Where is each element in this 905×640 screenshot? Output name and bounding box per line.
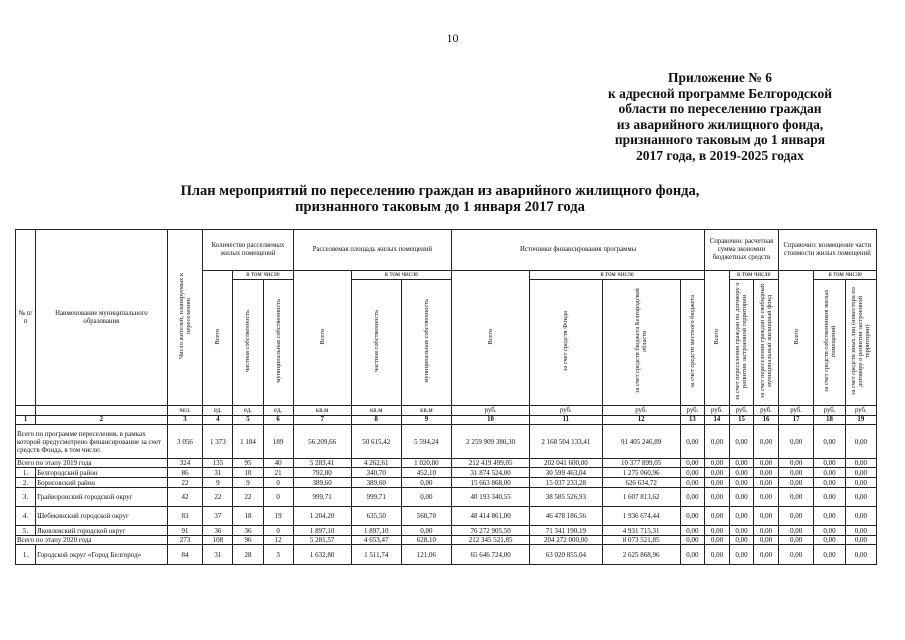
row-value: 0,00 xyxy=(705,507,730,526)
row-value: 12 xyxy=(263,536,293,545)
row-value: 1 204,20 xyxy=(293,507,351,526)
header-comp-a: за счет средств собственников жилых помещений xyxy=(814,280,845,406)
row-value: 0,00 xyxy=(680,459,705,468)
row-value: 135 xyxy=(203,459,233,468)
unit-cell: руб. xyxy=(530,406,602,416)
row-value: 9 xyxy=(203,478,233,488)
appendix-line: области по переселению граждан xyxy=(618,101,822,116)
header-in-that: в том числе xyxy=(351,271,451,280)
header-num: № п/п xyxy=(16,230,36,406)
row-value: 340,70 xyxy=(351,468,401,478)
row-value: 86 xyxy=(167,468,203,478)
row-value: 48 414 861,00 xyxy=(452,507,530,526)
row-value: 65 646 724,00 xyxy=(452,545,530,565)
row-value: 0,00 xyxy=(845,488,876,507)
row-value: 0,00 xyxy=(778,488,814,507)
row-num: 5. xyxy=(16,526,36,536)
column-number: 10 xyxy=(452,416,530,425)
row-value: 0,00 xyxy=(754,545,779,565)
header-comp-total: Всего xyxy=(778,271,814,406)
row-value: 2 625 868,96 xyxy=(602,545,680,565)
row-value: 95 xyxy=(233,459,263,468)
row-value: 3 056 xyxy=(167,425,203,459)
row-value: 4 262,61 xyxy=(351,459,401,468)
row-value: 0,00 xyxy=(754,478,779,488)
row-value: 568,70 xyxy=(401,507,451,526)
table-body xyxy=(16,425,877,565)
row-num: 1. xyxy=(16,545,36,565)
column-number: 18 xyxy=(814,416,845,425)
row-value: 31 xyxy=(203,468,233,478)
row-value: 0,00 xyxy=(845,459,876,468)
row-value: 0,00 xyxy=(705,459,730,468)
unit-cell xyxy=(16,406,36,416)
unit-cell: руб. xyxy=(680,406,705,416)
row-value: 36 xyxy=(233,526,263,536)
column-number: 14 xyxy=(705,416,730,425)
column-number: 9 xyxy=(401,416,451,425)
row-value: 0,00 xyxy=(778,536,814,545)
row-value: 10 xyxy=(233,468,263,478)
row-value: 0,00 xyxy=(778,425,814,459)
unit-cell: ед. xyxy=(233,406,263,416)
row-value: 2 259 909 380,30 xyxy=(452,425,530,459)
row-value: 0,00 xyxy=(845,425,876,459)
row-value: 1 020,80 xyxy=(401,459,451,468)
row-value: 0,00 xyxy=(729,488,754,507)
row-value: 0,00 xyxy=(705,488,730,507)
row-value: 40 xyxy=(263,459,293,468)
appendix-line: 2017 года, в 2019-2025 годах xyxy=(636,147,804,163)
row-value: 0,00 xyxy=(680,468,705,478)
row-value: 0,00 xyxy=(814,425,845,459)
row-value: 15 037 233,28 xyxy=(530,478,602,488)
row-value: 0,00 xyxy=(814,536,845,545)
row-value: 22 xyxy=(203,488,233,507)
unit-cell: руб. xyxy=(602,406,680,416)
row-value: 0,00 xyxy=(845,536,876,545)
column-number: 7 xyxy=(293,416,351,425)
row-value: 40 193 340,55 xyxy=(452,488,530,507)
row-value: 1 607 813,62 xyxy=(602,488,680,507)
header-area-municipal: муниципальная собственность xyxy=(401,280,451,406)
row-value: 8 073 521,85 xyxy=(602,536,680,545)
column-number: 19 xyxy=(845,416,876,425)
row-value: 21 xyxy=(263,468,293,478)
row-value: 0,00 xyxy=(845,507,876,526)
unit-cell: ед. xyxy=(203,406,233,416)
row-value: 1 275 060,96 xyxy=(602,468,680,478)
unit-cell: кв.м xyxy=(293,406,351,416)
row-name: Грайворонский городской округ xyxy=(36,488,168,507)
row-value: 0,00 xyxy=(401,488,451,507)
unit-cell: руб. xyxy=(729,406,754,416)
row-value: 212 345 521,85 xyxy=(452,536,530,545)
row-value: 0,00 xyxy=(705,536,730,545)
row-value: 3 xyxy=(263,545,293,565)
header-in-that: в том числе xyxy=(729,271,778,280)
row-value: 0,00 xyxy=(680,526,705,536)
row-num: 1. xyxy=(16,468,36,478)
row-value: 91 xyxy=(167,526,203,536)
row-value: 273 xyxy=(167,536,203,545)
row-value: 83 xyxy=(167,507,203,526)
row-value: 324 xyxy=(167,459,203,468)
row-value: 0,00 xyxy=(814,459,845,468)
row-value: 0,00 xyxy=(729,526,754,536)
row-value: 0,00 xyxy=(401,526,451,536)
row-value: 0,00 xyxy=(705,545,730,565)
unit-cell: чел. xyxy=(167,406,203,416)
unit-cell: кв.м xyxy=(401,406,451,416)
row-value: 0,00 xyxy=(754,459,779,468)
header-qty-private: частная собственность xyxy=(233,280,263,406)
column-number: 3 xyxy=(167,416,203,425)
row-num: 2. xyxy=(16,478,36,488)
unit-cell: руб. xyxy=(705,406,730,416)
row-value: 0,00 xyxy=(729,545,754,565)
row-value: 999,71 xyxy=(351,488,401,507)
header-area-private: частная собственность xyxy=(351,280,401,406)
row-name: Всего по этапу 2019 года xyxy=(16,459,168,468)
row-value: 204 272 000,00 xyxy=(530,536,602,545)
column-number: 16 xyxy=(754,416,779,425)
row-value: 5 594,24 xyxy=(401,425,451,459)
row-value: 46 478 186,56 xyxy=(530,507,602,526)
row-value: 0,00 xyxy=(814,478,845,488)
table-row xyxy=(16,526,877,536)
column-number: 5 xyxy=(233,416,263,425)
column-number: 1 xyxy=(16,416,36,425)
row-value: 1 936 674,44 xyxy=(602,507,680,526)
row-value: 9 xyxy=(233,478,263,488)
row-name: Всего по программе переселения, в рамках которой предусмотрено финансирование за счет средств Фонда, в том числе: xyxy=(16,425,168,459)
row-value: 1 511,74 xyxy=(351,545,401,565)
row-value: 1 184 xyxy=(233,425,263,459)
row-value: 71 341 190,19 xyxy=(530,526,602,536)
row-value: 84 xyxy=(167,545,203,565)
row-value: 0,00 xyxy=(729,459,754,468)
header-fin-total: Всего xyxy=(452,271,530,406)
row-value: 5 283,41 xyxy=(293,459,351,468)
row-value: 389,60 xyxy=(293,478,351,488)
row-value: 1 897,10 xyxy=(351,526,401,536)
row-value: 999,71 xyxy=(293,488,351,507)
row-value: 0,00 xyxy=(754,425,779,459)
row-name: Белгородский район xyxy=(36,468,168,478)
row-value: 0,00 xyxy=(680,507,705,526)
header-econ-group: Справочно: расчетная сумма экономии бюджетных средств xyxy=(705,230,779,271)
header-residents: Число жителей, планируемых к переселению xyxy=(167,230,203,406)
page-number: 10 xyxy=(446,31,459,45)
row-value: 0,00 xyxy=(845,545,876,565)
row-value: 1 632,80 xyxy=(293,545,351,565)
column-number: 13 xyxy=(680,416,705,425)
table-row xyxy=(16,468,877,478)
row-value: 389,60 xyxy=(351,478,401,488)
row-value: 121,06 xyxy=(401,545,451,565)
header-econ-a: за счет переселения граждан по договору о развитии застроенной территории xyxy=(729,280,754,406)
row-value: 37 xyxy=(203,507,233,526)
row-value: 10 377 899,05 xyxy=(602,459,680,468)
row-value: 452,10 xyxy=(401,468,451,478)
row-value: 189 xyxy=(263,425,293,459)
row-value: 38 585 526,93 xyxy=(530,488,602,507)
header-area-group: Расселяемая площадь жилых помещений xyxy=(293,230,451,271)
row-num: 3. xyxy=(16,488,36,507)
row-name: Шебекинский городской округ xyxy=(36,507,168,526)
row-value: 0,00 xyxy=(705,478,730,488)
table-row xyxy=(16,478,877,488)
row-value: 0 xyxy=(263,478,293,488)
header-fin-group: Источники финансирования программы xyxy=(452,230,705,271)
row-value: 0 xyxy=(263,488,293,507)
row-name: Яковлевский городской округ xyxy=(36,526,168,536)
row-value: 1 373 xyxy=(203,425,233,459)
table-row xyxy=(16,536,877,545)
header-econ-b: за счет переселения граждан в свободный муниципальный жилищный фонд xyxy=(754,280,779,406)
header-regional: за счет средств бюджета Белгородской области xyxy=(602,280,680,406)
header-econ-total: Всего xyxy=(705,271,730,406)
row-value: 1 897,10 xyxy=(293,526,351,536)
row-value: 0,00 xyxy=(705,425,730,459)
row-value: 36 xyxy=(203,526,233,536)
column-number: 6 xyxy=(263,416,293,425)
row-value: 30 599 463,04 xyxy=(530,468,602,478)
row-value: 108 xyxy=(203,536,233,545)
column-number: 11 xyxy=(530,416,602,425)
column-number: 2 xyxy=(36,416,168,425)
row-value: 0,00 xyxy=(729,478,754,488)
row-value: 0,00 xyxy=(705,468,730,478)
row-num: 4. xyxy=(16,507,36,526)
row-value: 792,80 xyxy=(293,468,351,478)
row-value: 0,00 xyxy=(778,545,814,565)
row-value: 22 xyxy=(167,478,203,488)
row-value: 0,00 xyxy=(814,507,845,526)
row-value: 96 xyxy=(233,536,263,545)
row-value: 0,00 xyxy=(778,507,814,526)
appendix-line: к адресной программе Белгородской xyxy=(607,85,833,101)
table-row xyxy=(16,545,877,565)
row-value: 0,00 xyxy=(729,425,754,459)
header-local: за счет средств местного бюджета xyxy=(680,280,705,406)
row-value: 4 931 715,31 xyxy=(602,526,680,536)
row-value: 63 020 855,04 xyxy=(530,545,602,565)
header-in-that: в том числе xyxy=(814,271,877,280)
row-value: 0,00 xyxy=(401,478,451,488)
row-value: 0,00 xyxy=(778,459,814,468)
row-name: Борисовский район xyxy=(36,478,168,488)
row-value: 0,00 xyxy=(754,507,779,526)
row-value: 0,00 xyxy=(680,488,705,507)
unit-cell: руб. xyxy=(754,406,779,416)
row-name: Всего по этапу 2020 года xyxy=(16,536,168,545)
row-value: 18 xyxy=(233,507,263,526)
row-value: 0,00 xyxy=(729,536,754,545)
header-qty-municipal: муниципальная собственность xyxy=(263,280,293,406)
header-fund: за счет средств Фонда xyxy=(530,280,602,406)
row-value: 91 405 246,89 xyxy=(602,425,680,459)
resettlement-plan-table xyxy=(15,229,877,565)
row-value: 22 xyxy=(233,488,263,507)
row-value: 0,00 xyxy=(845,478,876,488)
row-value: 0,00 xyxy=(845,526,876,536)
table-row xyxy=(16,507,877,526)
unit-cell: руб. xyxy=(452,406,530,416)
title-line: признанного таковым до 1 января 2017 года xyxy=(295,199,585,215)
row-value: 0,00 xyxy=(754,468,779,478)
row-value: 50 615,42 xyxy=(351,425,401,459)
header-area-total: Всего xyxy=(293,271,351,406)
row-value: 0,00 xyxy=(814,468,845,478)
row-value: 0,00 xyxy=(680,478,705,488)
unit-cell: кв.м xyxy=(351,406,401,416)
header-in-that: в том числе xyxy=(530,271,705,280)
row-value: 28 xyxy=(233,545,263,565)
row-value: 0,00 xyxy=(754,488,779,507)
appendix-line: признанного таковым до 1 января xyxy=(614,132,826,147)
row-value: 42 xyxy=(167,488,203,507)
row-value: 0,00 xyxy=(814,545,845,565)
unit-cell: руб. xyxy=(778,406,814,416)
row-value: 0,00 xyxy=(729,468,754,478)
table-row xyxy=(16,459,877,468)
row-value: 0,00 xyxy=(680,425,705,459)
row-value: 0,00 xyxy=(754,536,779,545)
row-value: 626 634,72 xyxy=(602,478,680,488)
column-number: 4 xyxy=(203,416,233,425)
row-value: 0 xyxy=(263,526,293,536)
appendix-caption xyxy=(560,70,880,163)
unit-cell: ед. xyxy=(263,406,293,416)
row-value: 212 419 499,05 xyxy=(452,459,530,468)
row-value: 0,00 xyxy=(778,478,814,488)
header-name: Наименование муниципального образования xyxy=(36,230,168,406)
column-number: 17 xyxy=(778,416,814,425)
row-value: 628,10 xyxy=(401,536,451,545)
row-value: 15 663 868,00 xyxy=(452,478,530,488)
row-value: 0,00 xyxy=(778,526,814,536)
appendix-line: Приложение № 6 xyxy=(668,70,772,85)
header-comp-group: Справочно: возмещение части стоимости жилых помещений xyxy=(778,230,876,271)
header-qty-group: Количество расселяемых жилых помещений xyxy=(203,230,293,271)
header-qty-total: Всего xyxy=(203,271,233,406)
column-number: 15 xyxy=(729,416,754,425)
table-row xyxy=(16,488,877,507)
row-value: 19 xyxy=(263,507,293,526)
row-value: 0,00 xyxy=(705,526,730,536)
column-number: 12 xyxy=(602,416,680,425)
header-comp-b: за счет средств иных лиц (инвестора по договору о развитии застроенной территории) xyxy=(845,280,876,406)
row-value: 0,00 xyxy=(814,526,845,536)
unit-cell: руб. xyxy=(814,406,845,416)
row-value: 0,00 xyxy=(845,468,876,478)
row-value: 0,00 xyxy=(729,507,754,526)
header-in-that: в том числе xyxy=(233,271,293,280)
row-name: Городской округ «Город Белгород» xyxy=(36,545,168,565)
row-value: 0,00 xyxy=(680,536,705,545)
column-number: 8 xyxy=(351,416,401,425)
unit-cell xyxy=(36,406,168,416)
document-title xyxy=(120,183,760,215)
row-value: 56 209,66 xyxy=(293,425,351,459)
table-row xyxy=(16,425,877,459)
row-value: 635,50 xyxy=(351,507,401,526)
row-value: 0,00 xyxy=(778,468,814,478)
row-value: 0,00 xyxy=(754,526,779,536)
row-value: 0,00 xyxy=(814,488,845,507)
title-line: План мероприятий по переселению граждан из аварийного жилищного фонда, xyxy=(180,183,700,199)
appendix-line: из аварийного жилищного фонда, xyxy=(616,116,824,132)
row-value: 76 272 905,50 xyxy=(452,526,530,536)
unit-cell: руб. xyxy=(845,406,876,416)
row-value: 202 041 600,00 xyxy=(530,459,602,468)
row-value: 5 281,57 xyxy=(293,536,351,545)
row-value: 0,00 xyxy=(680,545,705,565)
row-value: 31 874 524,00 xyxy=(452,468,530,478)
row-value: 4 653,47 xyxy=(351,536,401,545)
row-value: 31 xyxy=(203,545,233,565)
row-value: 2 168 504 133,41 xyxy=(530,425,602,459)
